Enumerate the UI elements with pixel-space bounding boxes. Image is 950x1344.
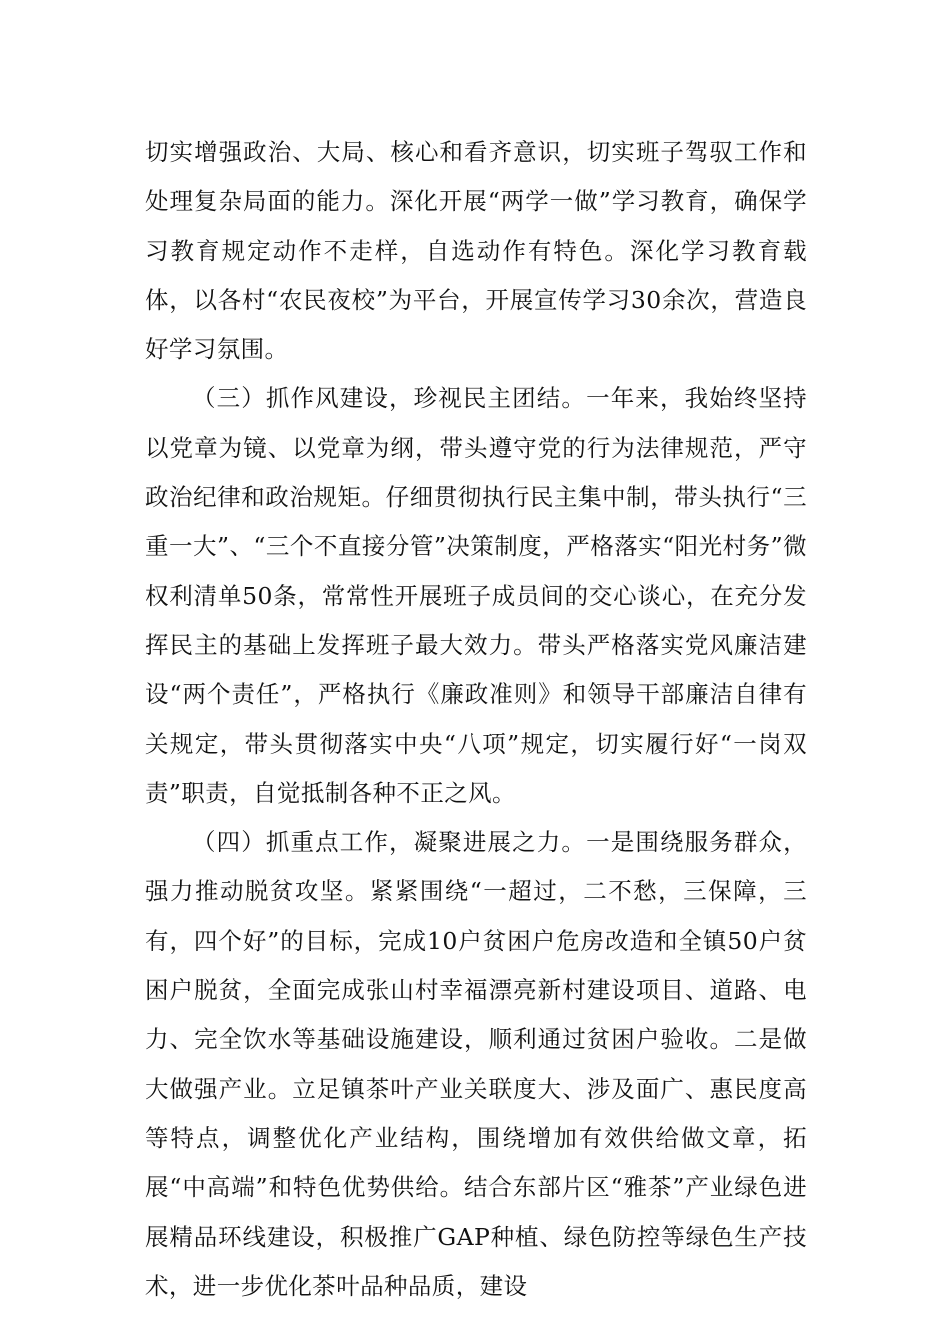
document-body [145, 128, 807, 1311]
body-paragraph-3: （四）抓重点工作，凝聚进展之力。一是围绕服务群众，强力推动脱贫攻坚。紧紧围绕“一超过，二不愁，三保障，三有，四个好”的目标，完成10户贫困户危房改造和全镇50户贫困户脱贫，全面完成张山村幸福漂亮新村建设项目、道路、电力、完全饮水等基础设施建设，顺利通过贫困户验收。二是做大做强产业。立足镇茶叶产业关联度大、涉及面广、惠民度高等特点，调整优化产业结构，围绕增加有效供给做文章，拓展“中高端”和特色优势供给。结合东部片区“雅茶”产业绿色进展精品环线建设，积极推广GAP种植、绿色防控等绿色生产技术，进一步优化茶叶品种品质，建设 [145, 828, 807, 1300]
body-paragraph-2: （三）抓作风建设，珍视民主团结。一年来，我始终坚持以党章为镜、以党章为纲，带头遵守党的行为法律规范，严守政治纪律和政治规矩。仔细贯彻执行民主集中制，带头执行“三重一大”、“三个不直接分管”决策制度，严格落实“阳光村务”微权利清单50条，常常性开展班子成员间的交心谈心，在充分发挥民主的基础上发挥班子最大效力。带头严格落实党风廉洁建设“两个责任”，严格执行《廉政准则》和领导干部廉洁自律有关规定，带头贯彻落实中央“八项”规定，切实履行好“一岗双责”职责，自觉抵制各种不正之风。 [145, 384, 807, 807]
body-paragraph-1: 切实增强政治、大局、核心和看齐意识，切实班子驾驭工作和处理复杂局面的能力。深化开展“两学一做”学习教育，确保学习教育规定动作不走样，自选动作有特色。深化学习教育载体，以各村“农民夜校”为平台，开展宣传学习30余次，营造良好学习氛围。 [145, 138, 807, 364]
